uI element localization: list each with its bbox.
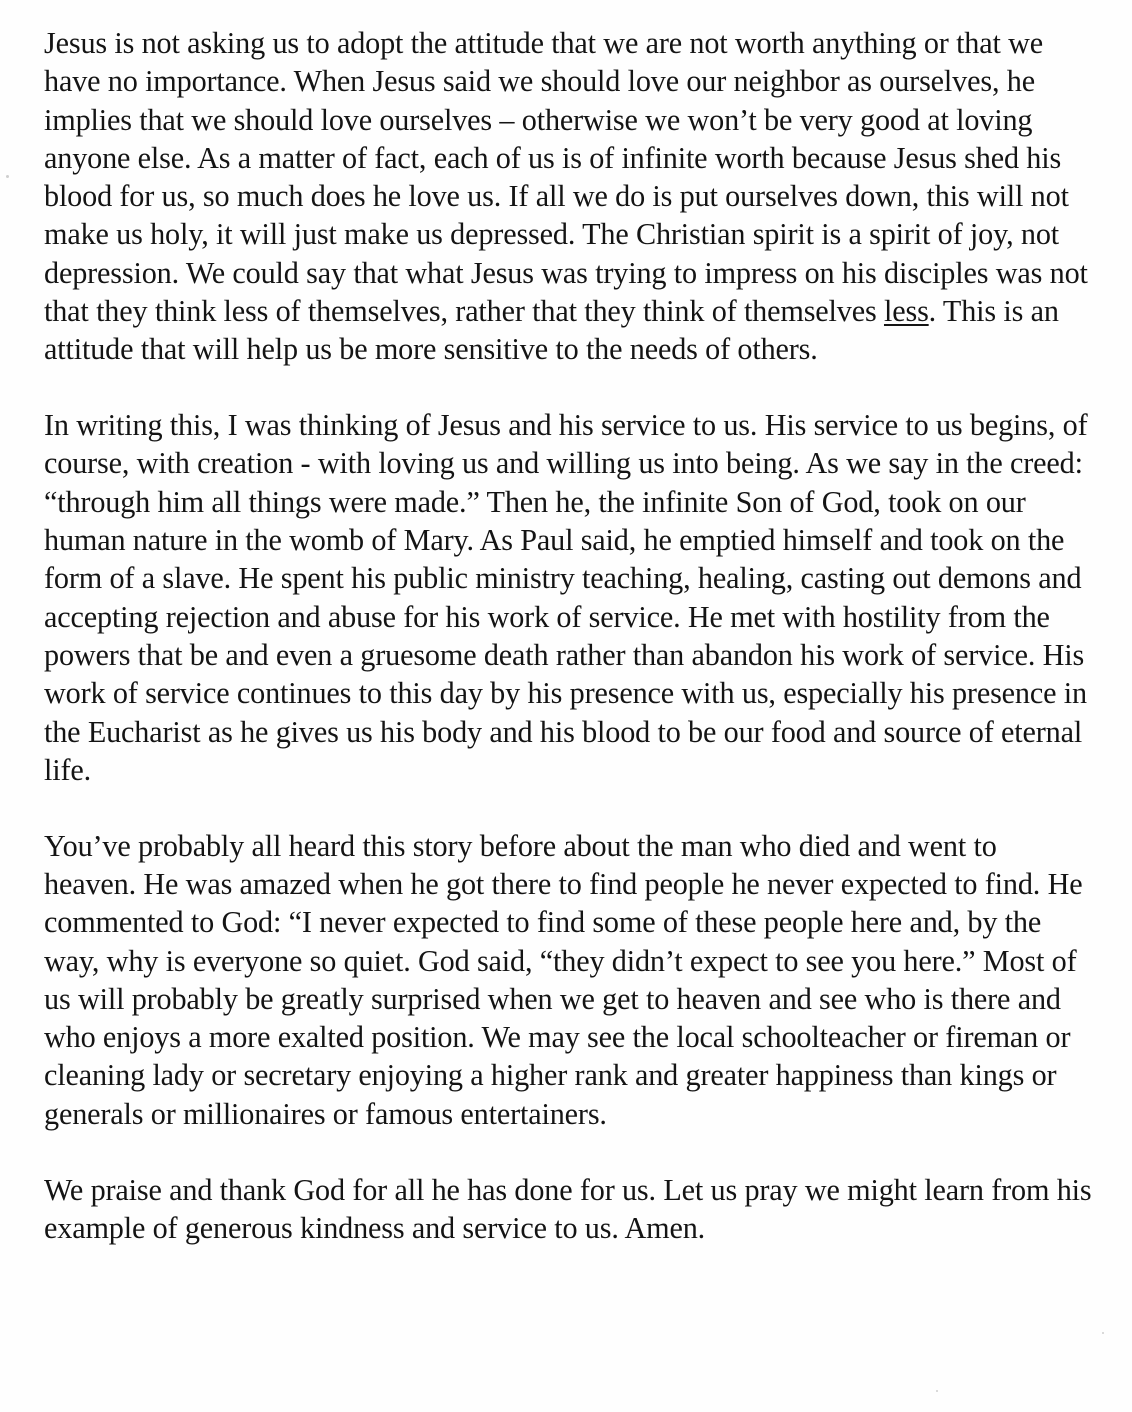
paragraph-humility-text: Jesus is not asking us to adopt the attitude that we are not worth anything or that we have no importance. When Jesus said we should love our neighbor as ourselves, he implies that we should love ourselves – otherwise we won’t be very good at loving anyone else. As a matter of fact, each of us is of infinite worth because Jesus shed his blood for us, so much does he love us. If all we do is put ourselves down, this will not make us holy, it will just make us depressed. The Christian spirit is a spirit of joy, not depression. We could say that what Jesus was trying to impress on his disciples was not that they think less of themselves, rather that they think of themselves [44, 26, 1088, 329]
paragraph-humility-ending: . This is an attitude that will help us be more sensitive to the needs of others. [44, 294, 1059, 367]
scan-speck [1102, 1332, 1104, 1334]
underlined-word-less: less [883, 294, 929, 329]
scan-speck [6, 175, 9, 178]
scan-speck [936, 1390, 938, 1392]
paragraph-humility [44, 24, 1094, 369]
paragraph-service: In writing this, I was thinking of Jesus and his service to us. His service to us begins, of course, with creation - with loving us and willing us into being. As we say in the creed: “through him all things were made.” Then he, the infinite Son of God, took on our human nature in the womb of Mary. As Paul said, he emptied himself and took on the form of a slave. He spent his public ministry teaching, healing, casting out demons and accepting rejection and abuse for his work of service. He met with hostility from the powers that be and even a gruesome death rather than abandon his work of service. His work of service continues to this day by his presence with us, especially his presence in the Eucharist as he gives us his body and his blood to be our food and source of eternal life. [44, 408, 1088, 787]
document-body [44, 24, 1094, 1247]
paragraph-heaven-story: You’ve probably all heard this story before about the man who died and went to heaven. He was amazed when he got there to find people he never expected to find. He commented to God: “I never expected to find some of these people here and, by the way, why is everyone so quiet. God said, “they didn’t expect to see you here.” Most of us will probably be greatly surprised when we get to heaven and see who is there and who enjoys a more exalted position. We may see the local schoolteacher or fireman or cleaning lady or secretary enjoying a higher rank and greater happiness than kings or generals or millionaires or famous entertainers. [44, 828, 1083, 1131]
paragraph-closing-prayer: We praise and thank God for all he has done for us. Let us pray we might learn from his example of generous kindness and service to us. Amen. [44, 1172, 1092, 1245]
